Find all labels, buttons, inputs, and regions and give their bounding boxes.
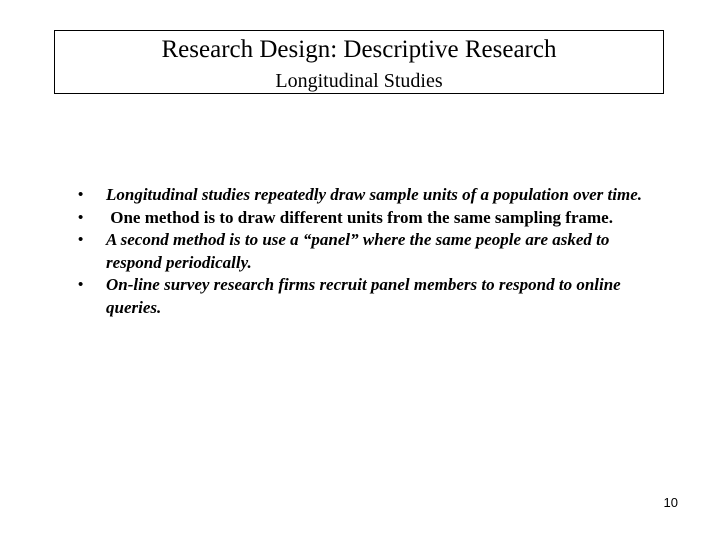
page-number: 10 xyxy=(663,495,678,510)
bullet-icon: • xyxy=(78,208,84,226)
slide-title-box xyxy=(54,30,664,94)
bullet-item xyxy=(78,274,668,319)
bullet-item xyxy=(78,229,668,274)
bullet-text: On-line survey research firms recruit panel members to respond to online queries. xyxy=(106,275,621,317)
bullet-icon: • xyxy=(78,186,84,203)
slide-title: Research Design: Descriptive Research xyxy=(161,36,557,63)
bullet-text: A second method is to use a “panel” where the same people are asked to respond periodically. xyxy=(106,230,610,272)
bullet-text: Longitudinal studies repeatedly draw sample units of a population over time. xyxy=(106,185,643,204)
bullet-text: One method is to draw different units from the same sampling frame. xyxy=(106,207,613,227)
bullet-item xyxy=(78,184,668,207)
bullet-list xyxy=(78,184,668,319)
bullet-item xyxy=(78,207,668,230)
bullet-icon: • xyxy=(78,231,84,248)
bullet-icon: • xyxy=(78,276,84,293)
slide-subtitle: Longitudinal Studies xyxy=(275,70,443,92)
